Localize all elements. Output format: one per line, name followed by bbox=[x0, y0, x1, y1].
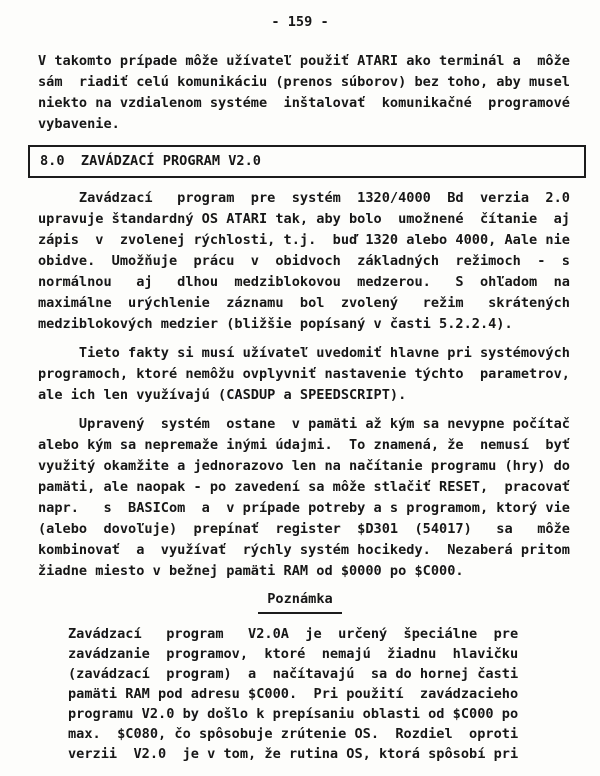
body-paragraph-2 bbox=[38, 343, 600, 406]
text-line: ale ich len využívajú (CASDUP a SPEEDSCRIPT). bbox=[38, 387, 407, 403]
text-line: zavádzanie programov, ktoré nemajú žiadnu hlavičku bbox=[68, 646, 519, 662]
note-title: Poznámka bbox=[258, 590, 341, 614]
text-line: využitý okamžite a jednorazovo len na načítanie programu (hry) do bbox=[38, 458, 570, 474]
note-paragraph bbox=[68, 624, 600, 764]
text-line: Zavádzací program pre systém 1320/4000 Bd verzia 2.0 bbox=[38, 190, 570, 206]
text-line: zápis v zvolenej rýchlosti, t.j. buď 1320 alebo 4000, Aale nie bbox=[38, 232, 570, 248]
text-line: obidve. Umožňuje prácu v obidvoch základných režimoch - s bbox=[38, 253, 570, 269]
intro-paragraph bbox=[38, 51, 600, 135]
text-line: žiadne miesto v bežnej pamäti RAM od $0000 po $C000. bbox=[38, 563, 464, 579]
text-line: maximálne urýchlenie záznamu bol zvolený režim skrátených bbox=[38, 295, 570, 311]
text-line: Tieto fakty si musí užívateľ uvedomiť hlavne pri systémových bbox=[38, 345, 570, 361]
text-line: (zavádzací program) a načítavajú sa do hornej časti bbox=[68, 666, 519, 682]
text-line: programoch, ktoré nemôžu ovplyvniť nastavenie týchto parametrov, bbox=[38, 366, 570, 382]
text-line: alebo kým sa nepremaže inými údajmi. To znamená, že nemusí byť bbox=[38, 437, 570, 453]
text-line: sám riadiť celú komunikáciu (prenos súborov) bez toho, aby musel bbox=[38, 74, 570, 90]
text-line: (alebo dovoľuje) prepínať register $D301 (54017) sa môže bbox=[38, 521, 570, 537]
text-line: verzii V2.0 je v tom, že rutina OS, ktorá spôsobí pri bbox=[68, 746, 519, 762]
text-line: Zavádzací program V2.0A je určený špeciálne pre bbox=[68, 626, 519, 642]
text-line: kombinovať a využívať rýchly systém hocikedy. Nezaberá pritom bbox=[38, 542, 570, 558]
page-number: - 159 - bbox=[271, 14, 329, 30]
section-heading: 8.0 ZAVÁDZACÍ PROGRAM V2.0 bbox=[40, 153, 261, 169]
text-line: medziblokových medzier (bližšie popísaný v časti 5.2.2.4). bbox=[38, 316, 513, 332]
body-paragraph-3 bbox=[38, 414, 600, 582]
text-line: Upravený systém ostane v pamäti až kým sa nevypne počítač bbox=[38, 416, 570, 432]
text-line: vybavenie. bbox=[38, 116, 120, 132]
text-line: pamäti, ale naopak - po zavedení sa môže stlačiť RESET, pracovať bbox=[38, 479, 570, 495]
body-paragraph-1 bbox=[38, 188, 600, 335]
text-line: normálnou aj dlhou medziblokovou medzerou. S ohľadom na bbox=[38, 274, 570, 290]
text-line: V takomto prípade môže užívateľ použiť ATARI ako terminál a môže bbox=[38, 53, 570, 69]
text-line: upravuje štandardný OS ATARI tak, aby bolo umožnené čítanie aj bbox=[38, 211, 570, 227]
text-line: max. $C080, čo spôsobuje zrútenie OS. Rozdiel oproti bbox=[68, 726, 519, 742]
text-line: programu V2.0 by došlo k prepísaniu oblasti od $C000 po bbox=[68, 706, 519, 722]
note-title-row bbox=[0, 588, 600, 614]
section-heading-box bbox=[28, 145, 586, 178]
text-line: niekto na vzdialenom systéme inštalovať komunikačné programové bbox=[38, 95, 570, 111]
text-line: napr. s BASICom a v prípade potreby a s programom, ktorý vie bbox=[38, 500, 570, 516]
text-line: pamäti RAM pod adresu $C000. Pri použití zavádzacieho bbox=[68, 686, 519, 702]
